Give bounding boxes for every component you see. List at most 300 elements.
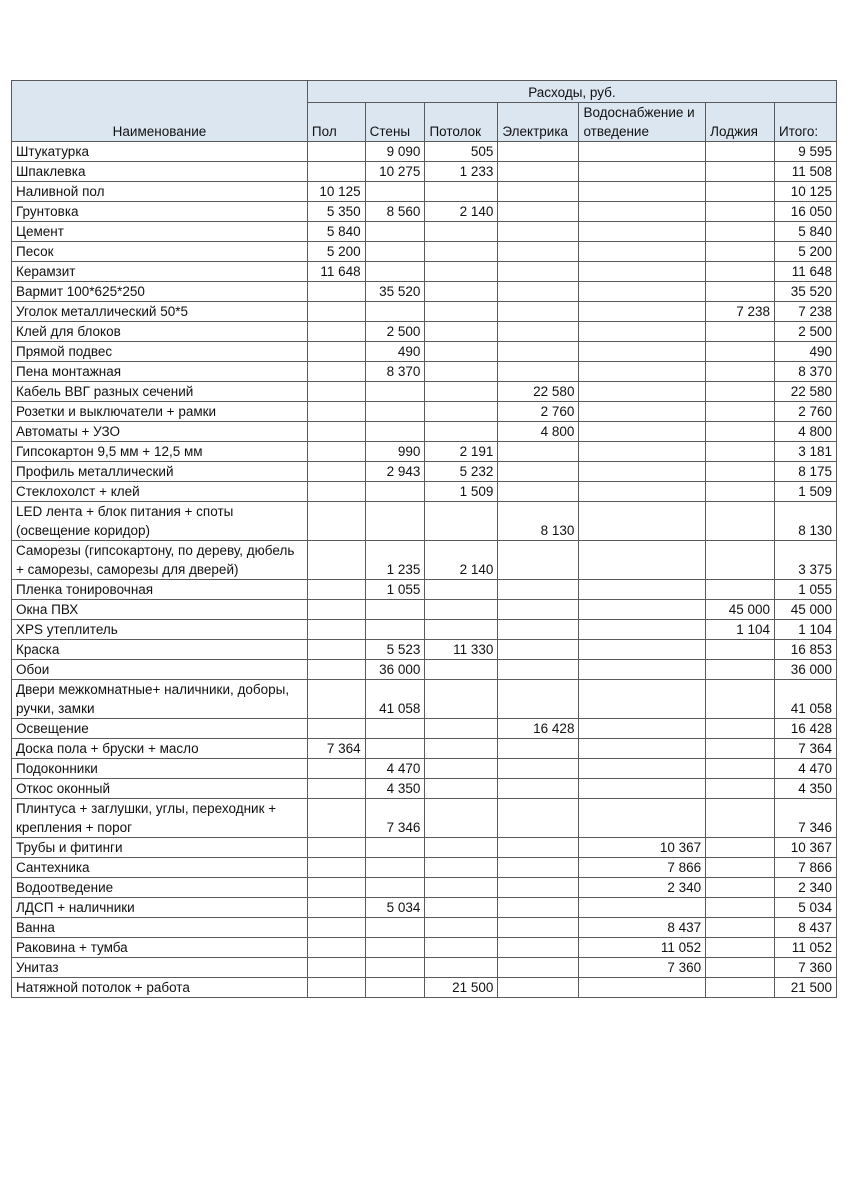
cell-floor bbox=[307, 322, 365, 342]
cell-loggia bbox=[706, 918, 775, 938]
cell-floor bbox=[307, 680, 365, 719]
table-row bbox=[12, 502, 837, 541]
cell-ceiling bbox=[425, 719, 498, 739]
table-row bbox=[12, 759, 837, 779]
cell-floor bbox=[307, 918, 365, 938]
item-name: Кабель ВВГ разных сечений bbox=[12, 382, 308, 402]
item-name: Клей для блоков bbox=[12, 322, 308, 342]
cell-ceiling: 11 330 bbox=[425, 640, 498, 660]
cell-total: 16 428 bbox=[775, 719, 837, 739]
cell-ceiling bbox=[425, 322, 498, 342]
cell-electrics bbox=[498, 302, 579, 322]
cell-loggia bbox=[706, 242, 775, 262]
cell-ceiling bbox=[425, 222, 498, 242]
cell-plumbing bbox=[579, 282, 706, 302]
table-row bbox=[12, 302, 837, 322]
cell-plumbing bbox=[579, 342, 706, 362]
cell-walls bbox=[365, 422, 425, 442]
table-row bbox=[12, 660, 837, 680]
cell-floor bbox=[307, 838, 365, 858]
table-row bbox=[12, 779, 837, 799]
cell-electrics bbox=[498, 262, 579, 282]
cell-walls bbox=[365, 600, 425, 620]
item-name: Вармит 100*625*250 bbox=[12, 282, 308, 302]
cell-walls: 10 275 bbox=[365, 162, 425, 182]
table-row bbox=[12, 222, 837, 242]
cell-plumbing bbox=[579, 600, 706, 620]
cell-ceiling bbox=[425, 799, 498, 838]
header-expenses-group: Расходы, руб. bbox=[307, 81, 836, 103]
cell-electrics bbox=[498, 242, 579, 262]
item-name: Грунтовка bbox=[12, 202, 308, 222]
cell-ceiling bbox=[425, 242, 498, 262]
item-name: Раковина + тумба bbox=[12, 938, 308, 958]
cell-loggia bbox=[706, 838, 775, 858]
cell-plumbing bbox=[579, 442, 706, 462]
cell-ceiling bbox=[425, 422, 498, 442]
item-name: Пена монтажная bbox=[12, 362, 308, 382]
cell-ceiling bbox=[425, 600, 498, 620]
cell-loggia bbox=[706, 580, 775, 600]
cell-total: 5 034 bbox=[775, 898, 837, 918]
table-row bbox=[12, 878, 837, 898]
cell-plumbing bbox=[579, 362, 706, 382]
cell-total: 5 840 bbox=[775, 222, 837, 242]
item-name: LED лента + блок питания + споты (освещение коридор) bbox=[12, 502, 308, 541]
expenses-table bbox=[11, 80, 837, 998]
cell-walls: 35 520 bbox=[365, 282, 425, 302]
cell-total: 7 866 bbox=[775, 858, 837, 878]
cell-loggia: 7 238 bbox=[706, 302, 775, 322]
item-name: XPS утеплитель bbox=[12, 620, 308, 640]
cell-plumbing: 2 340 bbox=[579, 878, 706, 898]
cell-total: 11 052 bbox=[775, 938, 837, 958]
cell-walls bbox=[365, 382, 425, 402]
cell-walls bbox=[365, 182, 425, 202]
cell-plumbing bbox=[579, 660, 706, 680]
cell-plumbing bbox=[579, 580, 706, 600]
item-name: Цемент bbox=[12, 222, 308, 242]
cell-loggia bbox=[706, 222, 775, 242]
cell-total: 7 360 bbox=[775, 958, 837, 978]
cell-walls: 990 bbox=[365, 442, 425, 462]
cell-plumbing bbox=[579, 322, 706, 342]
cell-plumbing bbox=[579, 739, 706, 759]
cell-walls bbox=[365, 302, 425, 322]
item-name: Профиль металлический bbox=[12, 462, 308, 482]
cell-floor bbox=[307, 600, 365, 620]
cell-electrics bbox=[498, 838, 579, 858]
cell-loggia bbox=[706, 878, 775, 898]
cell-ceiling bbox=[425, 342, 498, 362]
cell-electrics bbox=[498, 918, 579, 938]
cell-loggia bbox=[706, 978, 775, 998]
cell-floor bbox=[307, 978, 365, 998]
cell-total: 35 520 bbox=[775, 282, 837, 302]
cell-total: 1 104 bbox=[775, 620, 837, 640]
table-row bbox=[12, 680, 837, 719]
cell-floor bbox=[307, 759, 365, 779]
cell-floor bbox=[307, 302, 365, 322]
cell-loggia bbox=[706, 660, 775, 680]
cell-walls: 7 346 bbox=[365, 799, 425, 838]
item-name: Двери межкомнатные+ наличники, доборы, ручки, замки bbox=[12, 680, 308, 719]
cell-plumbing: 7 866 bbox=[579, 858, 706, 878]
cell-floor: 5 840 bbox=[307, 222, 365, 242]
cell-plumbing bbox=[579, 640, 706, 660]
cell-total: 21 500 bbox=[775, 978, 837, 998]
cell-electrics bbox=[498, 580, 579, 600]
cell-loggia: 1 104 bbox=[706, 620, 775, 640]
cell-electrics bbox=[498, 162, 579, 182]
item-name: Подоконники bbox=[12, 759, 308, 779]
table-row bbox=[12, 362, 837, 382]
table-row bbox=[12, 282, 837, 302]
cell-loggia bbox=[706, 202, 775, 222]
cell-walls: 9 090 bbox=[365, 142, 425, 162]
cell-loggia bbox=[706, 442, 775, 462]
header-plumbing: Водоснабжение и отведение bbox=[579, 103, 706, 142]
cell-floor bbox=[307, 958, 365, 978]
table-row bbox=[12, 462, 837, 482]
cell-loggia bbox=[706, 382, 775, 402]
item-name: Сантехника bbox=[12, 858, 308, 878]
table-row bbox=[12, 482, 837, 502]
table-row bbox=[12, 898, 837, 918]
item-name: Окна ПВХ bbox=[12, 600, 308, 620]
cell-plumbing bbox=[579, 620, 706, 640]
cell-ceiling bbox=[425, 878, 498, 898]
cell-walls bbox=[365, 918, 425, 938]
cell-walls bbox=[365, 938, 425, 958]
cell-walls bbox=[365, 222, 425, 242]
cell-total: 36 000 bbox=[775, 660, 837, 680]
table-row bbox=[12, 202, 837, 222]
cell-total: 7 364 bbox=[775, 739, 837, 759]
cell-floor bbox=[307, 482, 365, 502]
cell-walls: 1 055 bbox=[365, 580, 425, 600]
cell-electrics bbox=[498, 640, 579, 660]
cell-total: 8 175 bbox=[775, 462, 837, 482]
cell-walls bbox=[365, 958, 425, 978]
table-row bbox=[12, 620, 837, 640]
cell-electrics bbox=[498, 282, 579, 302]
table-row bbox=[12, 322, 837, 342]
item-name: Доска пола + бруски + масло bbox=[12, 739, 308, 759]
cell-walls bbox=[365, 719, 425, 739]
cell-electrics bbox=[498, 142, 579, 162]
header-electrics: Электрика bbox=[498, 103, 579, 142]
cell-electrics bbox=[498, 342, 579, 362]
cell-plumbing bbox=[579, 422, 706, 442]
table-body bbox=[12, 142, 837, 998]
cell-total: 3 375 bbox=[775, 541, 837, 580]
item-name: Шпаклевка bbox=[12, 162, 308, 182]
cell-floor bbox=[307, 938, 365, 958]
cell-floor: 5 350 bbox=[307, 202, 365, 222]
cell-loggia bbox=[706, 938, 775, 958]
cell-plumbing: 11 052 bbox=[579, 938, 706, 958]
cell-ceiling: 5 232 bbox=[425, 462, 498, 482]
cell-floor: 10 125 bbox=[307, 182, 365, 202]
item-name: Освещение bbox=[12, 719, 308, 739]
item-name: Керамзит bbox=[12, 262, 308, 282]
item-name: Пленка тонировочная bbox=[12, 580, 308, 600]
cell-electrics bbox=[498, 680, 579, 719]
cell-loggia bbox=[706, 142, 775, 162]
item-name: Прямой подвес bbox=[12, 342, 308, 362]
table-row bbox=[12, 918, 837, 938]
cell-ceiling bbox=[425, 282, 498, 302]
item-name: Унитаз bbox=[12, 958, 308, 978]
cell-plumbing bbox=[579, 482, 706, 502]
cell-loggia bbox=[706, 502, 775, 541]
cell-plumbing bbox=[579, 262, 706, 282]
cell-loggia bbox=[706, 719, 775, 739]
cell-ceiling: 2 140 bbox=[425, 541, 498, 580]
table-row bbox=[12, 739, 837, 759]
cell-loggia bbox=[706, 739, 775, 759]
cell-electrics: 2 760 bbox=[498, 402, 579, 422]
cell-ceiling bbox=[425, 660, 498, 680]
cell-total: 16 050 bbox=[775, 202, 837, 222]
cell-electrics bbox=[498, 202, 579, 222]
table-row bbox=[12, 142, 837, 162]
cell-floor bbox=[307, 799, 365, 838]
cell-plumbing bbox=[579, 898, 706, 918]
cell-ceiling: 2 140 bbox=[425, 202, 498, 222]
item-name: Откос оконный bbox=[12, 779, 308, 799]
cell-loggia bbox=[706, 282, 775, 302]
cell-floor bbox=[307, 779, 365, 799]
cell-walls bbox=[365, 482, 425, 502]
cell-plumbing bbox=[579, 382, 706, 402]
cell-ceiling bbox=[425, 680, 498, 719]
cell-total: 10 125 bbox=[775, 182, 837, 202]
table-row bbox=[12, 719, 837, 739]
cell-total: 11 648 bbox=[775, 262, 837, 282]
table-row bbox=[12, 402, 837, 422]
item-name: ЛДСП + наличники bbox=[12, 898, 308, 918]
cell-floor bbox=[307, 878, 365, 898]
cell-floor bbox=[307, 422, 365, 442]
cell-electrics: 22 580 bbox=[498, 382, 579, 402]
cell-floor bbox=[307, 402, 365, 422]
cell-total: 2 760 bbox=[775, 402, 837, 422]
cell-floor: 7 364 bbox=[307, 739, 365, 759]
header-loggia: Лоджия bbox=[706, 103, 775, 142]
item-name: Песок bbox=[12, 242, 308, 262]
cell-electrics bbox=[498, 541, 579, 580]
table-row bbox=[12, 162, 837, 182]
cell-electrics bbox=[498, 442, 579, 462]
table-row bbox=[12, 799, 837, 838]
cell-ceiling bbox=[425, 858, 498, 878]
table-row bbox=[12, 958, 837, 978]
header-walls: Стены bbox=[365, 103, 425, 142]
cell-electrics bbox=[498, 898, 579, 918]
cell-ceiling: 1 233 bbox=[425, 162, 498, 182]
cell-floor bbox=[307, 442, 365, 462]
cell-plumbing bbox=[579, 242, 706, 262]
cell-total: 4 470 bbox=[775, 759, 837, 779]
cell-electrics bbox=[498, 620, 579, 640]
cell-total: 3 181 bbox=[775, 442, 837, 462]
cell-ceiling bbox=[425, 918, 498, 938]
cell-plumbing: 8 437 bbox=[579, 918, 706, 938]
cell-plumbing bbox=[579, 462, 706, 482]
cell-floor bbox=[307, 719, 365, 739]
cell-walls: 8 560 bbox=[365, 202, 425, 222]
item-name: Саморезы (гипсокартону, по дереву, дюбель + саморезы, саморезы для дверей) bbox=[12, 541, 308, 580]
cell-walls bbox=[365, 502, 425, 541]
cell-electrics bbox=[498, 462, 579, 482]
cell-total: 2 500 bbox=[775, 322, 837, 342]
cell-total: 9 595 bbox=[775, 142, 837, 162]
cell-floor bbox=[307, 660, 365, 680]
cell-ceiling: 2 191 bbox=[425, 442, 498, 462]
cell-ceiling bbox=[425, 898, 498, 918]
item-name: Краска bbox=[12, 640, 308, 660]
cell-plumbing bbox=[579, 222, 706, 242]
table-row bbox=[12, 442, 837, 462]
table-row bbox=[12, 938, 837, 958]
cell-loggia bbox=[706, 541, 775, 580]
cell-electrics: 8 130 bbox=[498, 502, 579, 541]
cell-total: 45 000 bbox=[775, 600, 837, 620]
header-floor: Пол bbox=[307, 103, 365, 142]
cell-loggia bbox=[706, 779, 775, 799]
cell-plumbing bbox=[579, 680, 706, 719]
cell-walls bbox=[365, 242, 425, 262]
cell-plumbing bbox=[579, 182, 706, 202]
cell-electrics bbox=[498, 362, 579, 382]
header-total: Итого: bbox=[775, 103, 837, 142]
cell-plumbing bbox=[579, 541, 706, 580]
cell-total: 10 367 bbox=[775, 838, 837, 858]
cell-ceiling bbox=[425, 182, 498, 202]
table-row bbox=[12, 600, 837, 620]
cell-ceiling bbox=[425, 362, 498, 382]
cell-total: 11 508 bbox=[775, 162, 837, 182]
cell-electrics bbox=[498, 799, 579, 838]
cell-loggia: 45 000 bbox=[706, 600, 775, 620]
cell-loggia bbox=[706, 898, 775, 918]
table-row bbox=[12, 262, 837, 282]
cell-ceiling bbox=[425, 382, 498, 402]
cell-loggia bbox=[706, 759, 775, 779]
cell-loggia bbox=[706, 362, 775, 382]
cell-electrics bbox=[498, 978, 579, 998]
cell-plumbing bbox=[579, 502, 706, 541]
cell-total: 8 130 bbox=[775, 502, 837, 541]
cell-walls: 2 943 bbox=[365, 462, 425, 482]
cell-walls bbox=[365, 402, 425, 422]
cell-ceiling bbox=[425, 938, 498, 958]
cell-loggia bbox=[706, 958, 775, 978]
cell-electrics bbox=[498, 759, 579, 779]
cell-walls: 4 350 bbox=[365, 779, 425, 799]
table-row bbox=[12, 342, 837, 362]
cell-ceiling bbox=[425, 580, 498, 600]
cell-floor bbox=[307, 362, 365, 382]
table-row bbox=[12, 838, 837, 858]
cell-loggia bbox=[706, 402, 775, 422]
cell-floor: 11 648 bbox=[307, 262, 365, 282]
cell-walls: 490 bbox=[365, 342, 425, 362]
cell-total: 7 346 bbox=[775, 799, 837, 838]
cell-electrics bbox=[498, 660, 579, 680]
cell-electrics bbox=[498, 779, 579, 799]
cell-walls bbox=[365, 978, 425, 998]
cell-electrics bbox=[498, 322, 579, 342]
item-name: Натяжной потолок + работа bbox=[12, 978, 308, 998]
cell-walls: 5 034 bbox=[365, 898, 425, 918]
cell-total: 4 800 bbox=[775, 422, 837, 442]
item-name: Стеклохолст + клей bbox=[12, 482, 308, 502]
table-row bbox=[12, 541, 837, 580]
item-name: Уголок металлический 50*5 bbox=[12, 302, 308, 322]
cell-plumbing bbox=[579, 799, 706, 838]
cell-floor bbox=[307, 462, 365, 482]
cell-electrics bbox=[498, 739, 579, 759]
cell-ceiling bbox=[425, 739, 498, 759]
cell-electrics bbox=[498, 600, 579, 620]
cell-plumbing bbox=[579, 719, 706, 739]
cell-loggia bbox=[706, 462, 775, 482]
item-name: Гипсокартон 9,5 мм + 12,5 мм bbox=[12, 442, 308, 462]
table-row bbox=[12, 242, 837, 262]
cell-electrics bbox=[498, 482, 579, 502]
cell-total: 8 370 bbox=[775, 362, 837, 382]
cell-ceiling bbox=[425, 620, 498, 640]
cell-ceiling bbox=[425, 262, 498, 282]
cell-electrics: 4 800 bbox=[498, 422, 579, 442]
cell-ceiling bbox=[425, 502, 498, 541]
cell-walls bbox=[365, 838, 425, 858]
table-row bbox=[12, 978, 837, 998]
cell-electrics bbox=[498, 858, 579, 878]
cell-floor bbox=[307, 382, 365, 402]
cell-electrics bbox=[498, 958, 579, 978]
cell-loggia bbox=[706, 262, 775, 282]
cell-loggia bbox=[706, 482, 775, 502]
cell-electrics bbox=[498, 182, 579, 202]
cell-total: 22 580 bbox=[775, 382, 837, 402]
cell-walls: 8 370 bbox=[365, 362, 425, 382]
cell-ceiling bbox=[425, 779, 498, 799]
cell-electrics bbox=[498, 222, 579, 242]
cell-floor: 5 200 bbox=[307, 242, 365, 262]
item-name: Автоматы + УЗО bbox=[12, 422, 308, 442]
cell-floor bbox=[307, 541, 365, 580]
cell-walls: 5 523 bbox=[365, 640, 425, 660]
cell-loggia bbox=[706, 680, 775, 719]
cell-loggia bbox=[706, 799, 775, 838]
cell-plumbing bbox=[579, 759, 706, 779]
item-name: Плинтуса + заглушки, углы, переходник + крепления + порог bbox=[12, 799, 308, 838]
item-name: Штукатурка bbox=[12, 142, 308, 162]
cell-walls: 41 058 bbox=[365, 680, 425, 719]
cell-total: 7 238 bbox=[775, 302, 837, 322]
cell-plumbing bbox=[579, 142, 706, 162]
table-row bbox=[12, 858, 837, 878]
table-row bbox=[12, 580, 837, 600]
cell-floor bbox=[307, 640, 365, 660]
cell-floor bbox=[307, 502, 365, 541]
cell-loggia bbox=[706, 422, 775, 442]
cell-plumbing bbox=[579, 402, 706, 422]
